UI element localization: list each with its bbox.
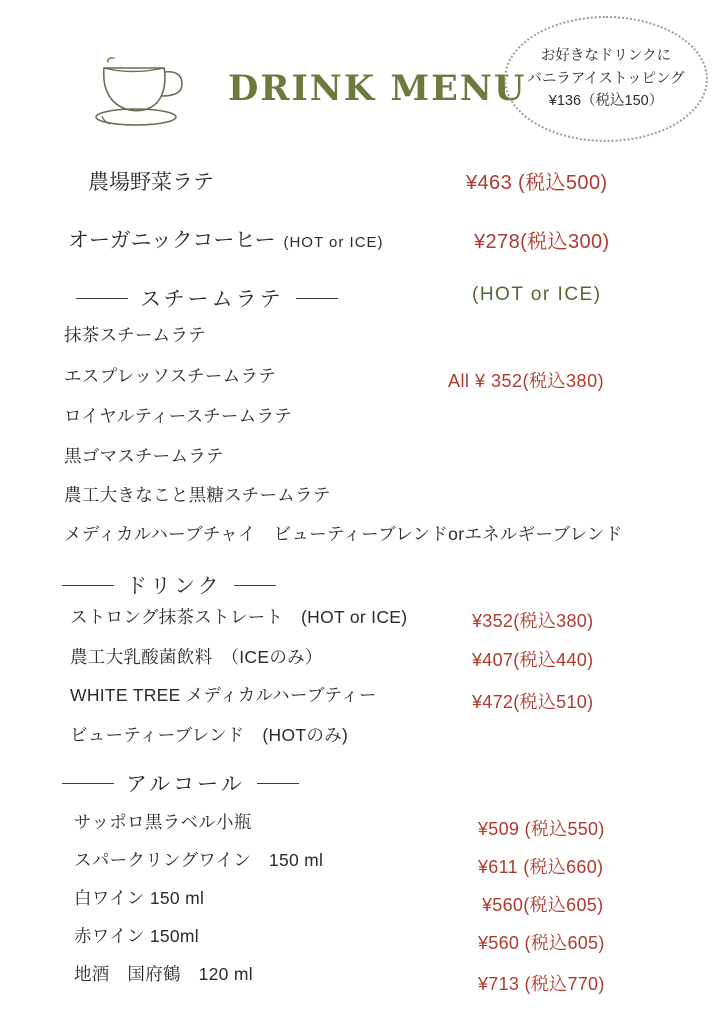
coffee-cup-icon (88, 46, 198, 132)
featured-item-2-price: ¥278(税込300) (474, 231, 610, 253)
steam-latte-item-5: 農工大きなこと黒糖スチームラテ (64, 485, 331, 505)
alcohol-item-2-price: ¥611 (税込660) (478, 857, 604, 877)
drink-item-3: WHITE TREE メディカルハーブティー (70, 685, 377, 705)
drink-item-3-price: ¥472(税込510) (472, 692, 594, 712)
alcohol-item-4: 赤ワイン 150ml (74, 926, 200, 946)
steam-latte-all-price: All ¥ 352(税込380) (448, 371, 605, 391)
featured-item-2-note: (HOT or ICE) (283, 234, 384, 251)
badge-line-1: お好きなドリンクに (540, 48, 672, 65)
featured-item-2-price-wrap (474, 225, 610, 254)
dash-right-icon (296, 298, 338, 299)
dash-left-icon (62, 783, 114, 784)
steam-latte-item-4: 黒ゴマスチームラテ (64, 446, 224, 466)
steam-latte-item-6: メディカルハーブチャイ ビューティーブレンドorエネルギーブレンド (64, 524, 623, 544)
section-heading-steam-latte (76, 283, 338, 313)
featured-item-1-price-wrap (466, 166, 608, 195)
alcohol-item-1: サッポロ黒ラベル小瓶 (74, 812, 252, 832)
badge-line-3: ¥136（税込150） (548, 93, 664, 110)
alcohol-item-5: 地酒 国府鶴 120 ml (74, 964, 253, 984)
steam-latte-item-3: ロイヤルティースチームラテ (64, 406, 293, 426)
featured-item-2 (68, 224, 384, 254)
drink-item-1-price: ¥352(税込380) (472, 611, 594, 631)
drink-item-2: 農工大乳酸菌飲料 （ICEのみ） (70, 647, 323, 667)
drink-item-4: ビューティーブレンド (HOTのみ) (70, 725, 349, 745)
section-title-drink: ドリンク (126, 575, 222, 598)
dash-right-icon (234, 585, 276, 586)
featured-item-1 (88, 166, 214, 196)
dash-left-icon (62, 585, 114, 586)
steam-latte-item-2: エスプレッソスチームラテ (64, 366, 277, 386)
alcohol-item-5-price: ¥713 (税込770) (478, 974, 605, 994)
badge-line-2: バニラアイストッピング (527, 70, 685, 87)
featured-item-2-name: オーガニックコーヒー (68, 229, 276, 252)
section-heading-drink (62, 570, 276, 600)
dash-left-icon (76, 298, 128, 299)
alcohol-item-1-price: ¥509 (税込550) (478, 819, 605, 839)
alcohol-item-3-price: ¥560(税込605) (482, 895, 604, 915)
alcohol-item-3: 白ワイン 150 ml (74, 888, 205, 908)
section-heading-alcohol (62, 768, 299, 798)
section-title-alcohol: アルコール (126, 773, 245, 796)
featured-item-1-price: ¥463 (税込500) (466, 172, 608, 194)
alcohol-item-4-price: ¥560 (税込605) (478, 933, 605, 953)
steam-latte-item-1: 抹茶スチームラテ (64, 325, 207, 345)
alcohol-item-2: スパークリングワイン 150 ml (74, 850, 324, 870)
dash-right-icon (257, 783, 299, 784)
featured-item-1-name: 農場野菜ラテ (88, 171, 214, 194)
page-title: DRINK MENU (228, 68, 527, 109)
drink-item-2-price: ¥407(税込440) (472, 650, 594, 670)
topping-badge (504, 16, 708, 142)
drink-item-1: ストロング抹茶ストレート (HOT or ICE) (70, 607, 408, 627)
steam-latte-hot-ice-label: (HOT or ICE) (472, 284, 602, 305)
menu-header (0, 0, 722, 150)
section-title-steam-latte: スチームラテ (140, 288, 284, 311)
